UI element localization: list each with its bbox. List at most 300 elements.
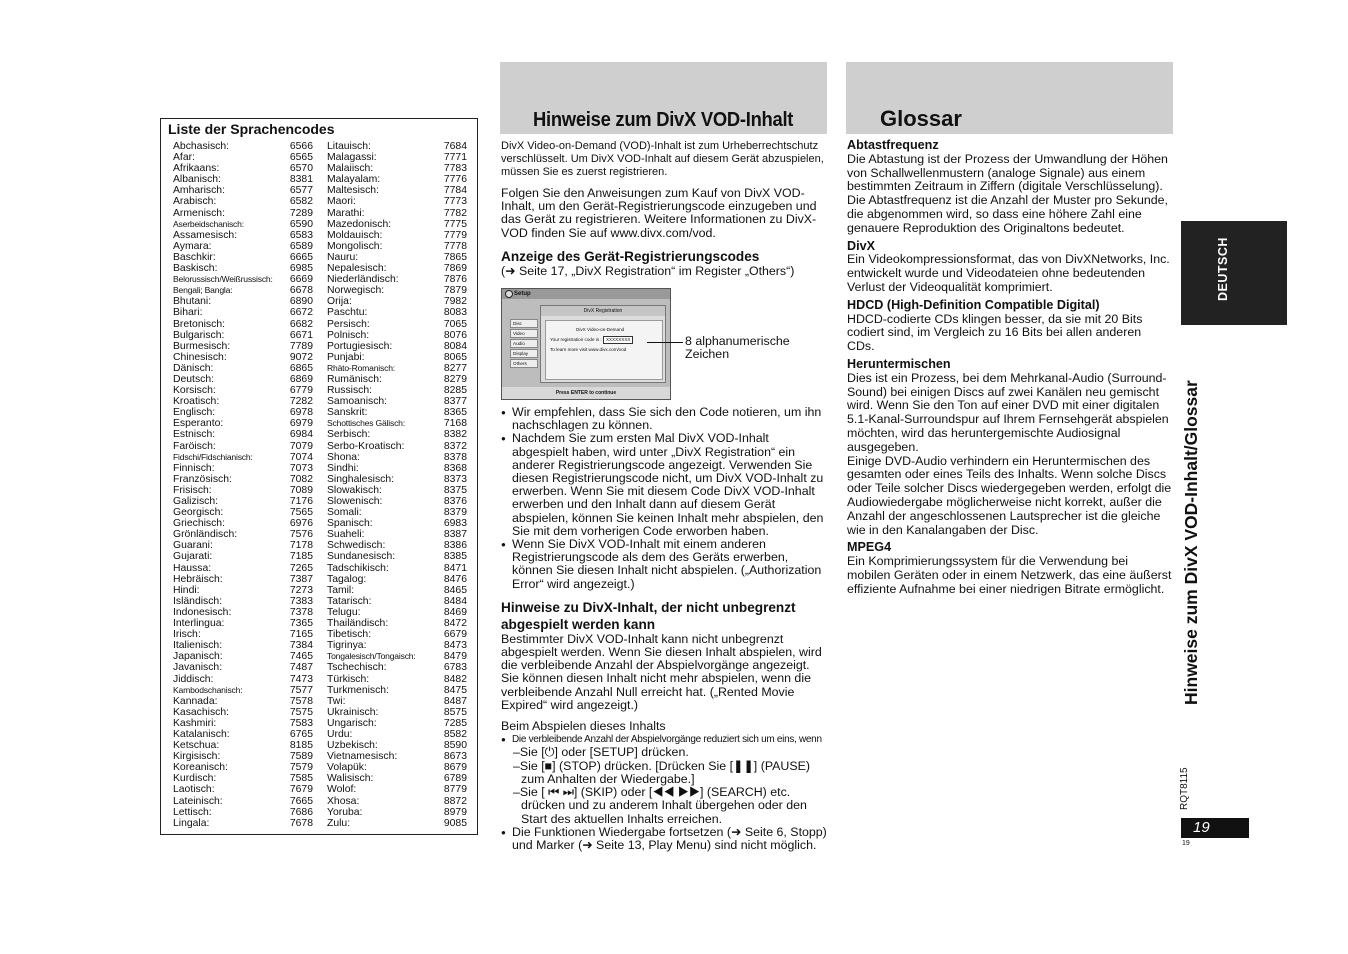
language-row [173,285,313,296]
language-name: Maori: [327,196,356,208]
language-row [327,818,467,829]
language-row [173,241,313,252]
language-name: Estnisch: [173,429,216,441]
language-row [173,230,313,241]
registration-code-value: XXXXXXXX [603,336,634,344]
resume-bullet: ● Die Funktionen Wiedergabe fortsetzen (➜ Seite 6, Stopp) und Marker (➜ Seite 13, Play Menu) sind nicht möglich. [501,826,828,852]
language-code: 6583 [289,229,313,241]
language-code: 8375 [443,484,467,496]
language-name: Persisch: [327,318,370,330]
language-code: 8575 [443,706,467,718]
language-name: Frisisch: [173,484,212,496]
language-name: Kurdisch: [173,773,217,785]
divx-heading: Hinweise zum DivX VOD-Inhalt [533,109,794,131]
language-name: Amharisch: [173,185,225,197]
registration-code-line [550,336,633,344]
language-row [327,463,467,474]
language-row [173,718,313,729]
language-name: Volapük: [327,762,367,774]
language-name: Bhutani: [173,296,212,308]
term-hdcd: HDCD (High-Definition Compatible Digital) [847,297,1100,312]
language-row [327,496,467,507]
language-row [173,607,313,618]
language-name: Georgisch: [173,507,224,519]
language-name: Korsisch: [173,385,216,397]
language-code: 6682 [289,318,313,330]
language-row [173,219,313,230]
term-abtastfrequenz: Abtastfrequenz [847,138,939,152]
screen-title-bar [502,289,670,299]
language-code: 7575 [289,706,313,718]
language-row [327,385,467,396]
language-name: Interlingua: [173,618,225,630]
language-column-2 [327,141,467,829]
language-row [327,363,467,374]
language-name: Lateinisch: [173,795,223,807]
language-code: 7782 [443,207,467,219]
language-name: Marathi: [327,207,365,219]
language-name: Sindhi: [327,462,359,474]
divx-column [501,140,828,852]
language-code: 7168 [443,418,467,430]
language-code: 7165 [289,629,313,641]
language-code: 8378 [443,451,467,463]
language-row [327,529,467,540]
language-row [327,718,467,729]
language-name: Gujarati: [173,551,213,563]
language-name: Bulgarisch: [173,329,225,341]
language-name: Turkmenisch: [327,684,389,696]
language-code: 6984 [289,429,313,441]
language-name: Nauru: [327,251,359,263]
language-code: 7583 [289,717,313,729]
language-code: 7073 [289,462,313,474]
language-row [327,230,467,241]
language-code: 7576 [289,529,313,541]
language-code: 7771 [443,152,467,164]
language-row [173,319,313,330]
divx-bullet-3: ● Wenn Sie DivX VOD-Inhalt mit einem anderen Registrierungscode als dem des Geräts erwerben, können Sie diesen Inhalt nicht abspielen. („Authorization Error“ wird angezeigt.) [501,538,828,591]
language-name: Uzbekisch: [327,740,378,752]
divx-bullet-1: ● Wir empfehlen, dass Sie sich den Code notieren, um ihn nachschlagen zu können. [501,406,828,432]
language-name: Thailändisch: [327,618,389,630]
language-name: Shona: [327,451,360,463]
def-mpeg4: Ein Komprimierungssystem für die Verwendung bei mobilen Geräten oder in einem Netzwerk, das eine äußerst effiziente Aufnahme bei einer niedrigen Bitrate ermöglicht. [847,554,1172,596]
language-name: Somali: [327,507,362,519]
def-abtastfrequenz: Die Abtastung ist der Prozess der Umwandlung der Höhen von Schallwellenmustern (analoge Signale) aus einem bestimmten Zeitraum in Ziffern (digitale Verschlüsselung). Die Abtastfrequenz ist die Anzahl der Muster pro Sekunde, die abgenommen wird, so dass eine höhere Zahl eine genauere Reproduktion des Originaltons bedeutet. [847,151,1168,235]
language-row [327,618,467,629]
language-name: Tschechisch: [327,662,387,674]
language-row [327,773,467,784]
language-row [173,640,313,651]
language-code: 7679 [289,784,313,796]
language-row [173,418,313,429]
language-name: Maltesisch: [327,185,379,197]
page-number-small: 19 [1182,840,1190,847]
language-row [327,651,467,662]
language-code: 8872 [443,795,467,807]
language-row [173,751,313,762]
language-code: 8590 [443,740,467,752]
language-code: 8285 [443,385,467,397]
language-row [327,296,467,307]
language-code: 8084 [443,340,467,352]
registration-heading: Anzeige des Gerät-Registrierungscodes [501,248,760,264]
language-row [327,319,467,330]
language-row [173,463,313,474]
language-row [173,707,313,718]
language-name: Armenisch: [173,207,225,219]
language-name: Orija: [327,296,352,308]
language-code: 8487 [443,695,467,707]
language-row [173,296,313,307]
language-row [173,330,313,341]
language-name: Lettisch: [173,806,212,818]
language-name: Mongolisch: [327,240,383,252]
language-code: 6976 [289,518,313,530]
language-code: 8372 [443,440,467,452]
registration-screen-figure [501,284,828,406]
language-code: 7789 [289,340,313,352]
language-row [173,341,313,352]
language-name: Bretonisch: [173,318,225,330]
language-code: 8386 [443,540,467,552]
language-row [173,163,313,174]
language-code: 8979 [443,806,467,818]
language-row [327,285,467,296]
language-name: Isländisch: [173,595,223,607]
language-row [173,629,313,640]
language-code: 6890 [289,296,313,308]
language-code: 7383 [289,595,313,607]
setup-screen-mockup [501,288,671,400]
language-row [327,640,467,651]
language-name: Schwedisch: [327,540,386,552]
language-name: Rumänisch: [327,373,382,385]
language-code: 7773 [443,196,467,208]
menu-item-others: Others [510,359,538,368]
language-name: Sundanesisch: [327,551,396,563]
language-tab [1181,221,1287,325]
language-name: Japanisch: [173,651,223,663]
language-row [173,374,313,385]
language-row [327,751,467,762]
language-row [173,441,313,452]
language-name: Türkisch: [327,673,370,685]
language-name: Polnisch: [327,329,370,341]
language-code: 7365 [289,618,313,630]
vertical-page-title: Hinweise zum DivX VOD-Inhalt/Glossar [1181,380,1201,705]
menu-item-video: Video [510,329,538,338]
language-name: Belorussisch/Weißrussisch: [173,274,273,285]
language-name: Griechisch: [173,518,225,530]
language-code: 8065 [443,351,467,363]
language-code: 9085 [443,817,467,829]
language-row [173,729,313,740]
language-name: Singhalesisch: [327,473,395,485]
language-row [327,241,467,252]
language-code: 8083 [443,307,467,319]
language-code: 8476 [443,573,467,585]
language-row [327,174,467,185]
language-row [327,762,467,773]
language-row [173,252,313,263]
language-code: 8185 [289,740,313,752]
language-name: Aserbeidschanisch: [173,218,244,229]
language-name: Kasachisch: [173,706,230,718]
language-name: Koreanisch: [173,762,228,774]
language-name: Walisisch: [327,773,374,785]
language-row [173,618,313,629]
language-code: 7178 [289,540,313,552]
language-code: 6983 [443,518,467,530]
language-code: 7776 [443,174,467,186]
language-name: Französisch: [173,473,232,485]
language-name: Xhosa: [327,795,360,807]
menu-item-audio: Audio [510,339,538,348]
language-name: Guarani: [173,540,213,552]
language-name: Russisch: [327,385,373,397]
language-name: Esperanto: [173,418,224,430]
language-code: 7473 [289,673,313,685]
language-code: 8377 [443,396,467,408]
language-code: 7089 [289,484,313,496]
language-row [327,341,467,352]
language-code: 8471 [443,562,467,574]
language-row [173,651,313,662]
language-name: Faröisch: [173,440,216,452]
language-name: Afrikaans: [173,163,220,175]
language-row [327,441,467,452]
language-row [173,563,313,574]
language-row [327,607,467,618]
language-row [327,163,467,174]
language-code: 7879 [443,285,467,297]
language-name: Rhäto-Romanisch: [327,362,395,373]
language-code: 8277 [443,362,467,374]
language-row [173,274,313,285]
language-code: 7585 [289,773,313,785]
language-code: 7387 [289,573,313,585]
language-name: Arabisch: [173,196,217,208]
language-name: Deutsch: [173,373,215,385]
language-code: 7778 [443,240,467,252]
language-code: 8673 [443,751,467,763]
language-row [327,374,467,385]
language-name: Bengali; Bangla: [173,285,233,296]
language-row [327,474,467,485]
language-code: 6985 [289,263,313,275]
language-row [327,352,467,363]
language-row [327,507,467,518]
language-name: Italienisch: [173,640,223,652]
language-row [327,551,467,562]
language-row [173,796,313,807]
language-code: 8385 [443,551,467,563]
language-row [327,707,467,718]
language-code: 6678 [289,285,313,297]
language-code: 6779 [289,385,313,397]
language-code: 6679 [443,629,467,641]
language-name: Samoanisch: [327,396,388,408]
language-code: 6789 [443,773,467,785]
language-name: Mazedonisch: [327,218,392,230]
language-name: Fidschi/Fidschianisch: [173,451,253,462]
language-name: Assamesisch: [173,229,238,241]
language-row [327,396,467,407]
divx-registration-panel [540,305,666,383]
language-row [327,252,467,263]
play-sub-2: –Sie [■] (STOP) drücken. [Drücken Sie [❚❚] (PAUSE) [513,758,811,773]
callout-line [647,342,683,343]
def-heruntermischen: Dies ist ein Prozess, bei dem Mehrkanal-Audio (Surround-Sound) bei einigen Discs auf zwei Kanälen neu gemischt wird. Wenn Sie den Ton auf einer DVD mit einer digitalen 5.1-Kanal-Surroundspur auf Ihrem Fernsehgerät abspielen möchten, wird das heruntergemischte Audiosignal ausgegeben. [847,370,1169,454]
play-sub-3: –Sie [ ⏮ ⏭] (SKIP) oder [◀◀ ▶▶] (SEARCH) etc. [513,785,791,800]
glossar-list [847,139,1172,597]
menu-item-disc: Disc [510,319,538,328]
language-code: 9072 [289,351,313,363]
language-row [327,540,467,551]
divx-section-header [500,62,827,134]
language-code: 8373 [443,473,467,485]
language-row [173,385,313,396]
language-code: 6570 [289,163,313,175]
language-name: Kirgisisch: [173,751,221,763]
language-name: Nepalesisch: [327,263,387,275]
language-code: 6865 [289,362,313,374]
page-number-bar [1181,818,1249,838]
language-row [173,518,313,529]
language-row [173,174,313,185]
language-code: 8482 [443,673,467,685]
language-name: Tigrinya: [327,640,367,652]
language-name: Katalanisch: [173,728,230,740]
language-row [327,307,467,318]
language-code: 7869 [443,263,467,275]
language-row [327,729,467,740]
play-sub-3b: drücken und zu anderem Inhalt übergehen oder den Start des aktuellen Inhalts erreichen. [521,798,807,826]
language-code: 6577 [289,185,313,197]
panel-title: DivX Registration [541,306,665,316]
language-row [327,674,467,685]
language-row [173,551,313,562]
language-code: 7082 [289,473,313,485]
language-name: Wolof: [327,784,357,796]
language-code: 6979 [289,418,313,430]
language-name: Galizisch: [173,496,219,507]
language-name: Zulu: [327,817,351,829]
language-row [173,407,313,418]
language-row [173,596,313,607]
language-code: 7783 [443,163,467,175]
language-row [173,773,313,784]
language-code: 6665 [289,251,313,263]
language-row [173,762,313,773]
language-name: Aymara: [173,240,212,252]
language-code: 7565 [289,507,313,519]
registration-code-label: Your registration code is : [550,337,602,343]
language-name: Hebräisch: [173,573,223,585]
language-name: Chinesisch: [173,351,227,363]
language-code: 6765 [289,728,313,740]
language-name: Hindi: [173,584,200,596]
divx-bullet-2: ● Nachdem Sie zum ersten Mal DivX VOD-Inhalt abgespielt haben, wird unter „DivX Registration“ ein anderer Registrierungscode angezeigt. Verwenden Sie diesen Registrierungscode nicht, um DivX VOD-Inhalt zu erwerben. Wenn Sie mit diesem Code DivX VOD-Inhalt erwerben und den Inhalt dann auf diesem Gerät abspielen, können Sie keinen Inhalt mehr abspielen, den Sie mit dem vorherigen Code erworben haben. [501,432,828,538]
language-name: Baskisch: [173,263,218,275]
language-code: 8076 [443,329,467,341]
language-name: Vietnamesisch: [327,751,398,763]
language-row [173,496,313,507]
language-code: 8365 [443,407,467,419]
language-name: Spanisch: [327,518,373,530]
language-row [327,662,467,673]
language-row [173,196,313,207]
language-code: 7686 [289,806,313,818]
language-code: 7684 [443,141,467,152]
language-name: Niederländisch: [327,274,399,286]
language-name: Indonesisch: [173,606,232,618]
glossar-heading: Glossar [880,106,962,131]
language-row [327,185,467,196]
language-row [327,330,467,341]
language-name: Ungarisch: [327,717,377,729]
language-name: Punjabi: [327,351,365,363]
play-sub-1: –Sie [⏻] oder [SETUP] drücken. [513,745,689,760]
language-row [173,307,313,318]
language-name: Irisch: [173,629,201,641]
language-code: 6589 [289,240,313,252]
language-name: Abchasisch: [173,141,230,152]
language-name: Tibetisch: [327,629,372,641]
language-code: 8381 [289,174,313,186]
language-code: 8279 [443,373,467,385]
term-divx: DivX [847,238,875,253]
language-name: Serbisch: [327,429,371,441]
language-code: 8472 [443,618,467,630]
language-row [327,596,467,607]
language-row [327,274,467,285]
language-column-1 [173,141,313,829]
language-code: 7079 [289,440,313,452]
def-hdcd: HDCD-codierte CDs klingen besser, da sie mit 20 Bits codiert sind, im Vergleich zu 16 Bits bei allen anderen CDs. [847,311,1143,354]
language-row [327,574,467,585]
term-mpeg4: MPEG4 [847,540,892,555]
language-row [327,452,467,463]
language-row [173,540,313,551]
language-code: 7579 [289,762,313,774]
language-row [173,185,313,196]
language-row [173,740,313,751]
language-code: 8679 [443,762,467,774]
language-name: Burmesisch: [173,340,231,352]
language-code: 7589 [289,751,313,763]
language-row [173,696,313,707]
language-code: 6869 [289,373,313,385]
language-code: 7779 [443,229,467,241]
language-row [173,141,313,152]
language-row [327,152,467,163]
language-name: Slowakisch: [327,484,382,496]
language-row [327,418,467,429]
language-row [173,807,313,818]
language-row [173,352,313,363]
language-code: 6671 [289,329,313,341]
language-name: Englisch: [173,407,216,419]
language-code: 8473 [443,640,467,652]
language-name: Tagalog: [327,573,367,585]
language-name: Schottisches Gälisch: [327,418,405,429]
language-name: Moldauisch: [327,229,383,241]
language-name: Tongalesisch/Tongaisch: [327,651,416,662]
language-row [173,507,313,518]
